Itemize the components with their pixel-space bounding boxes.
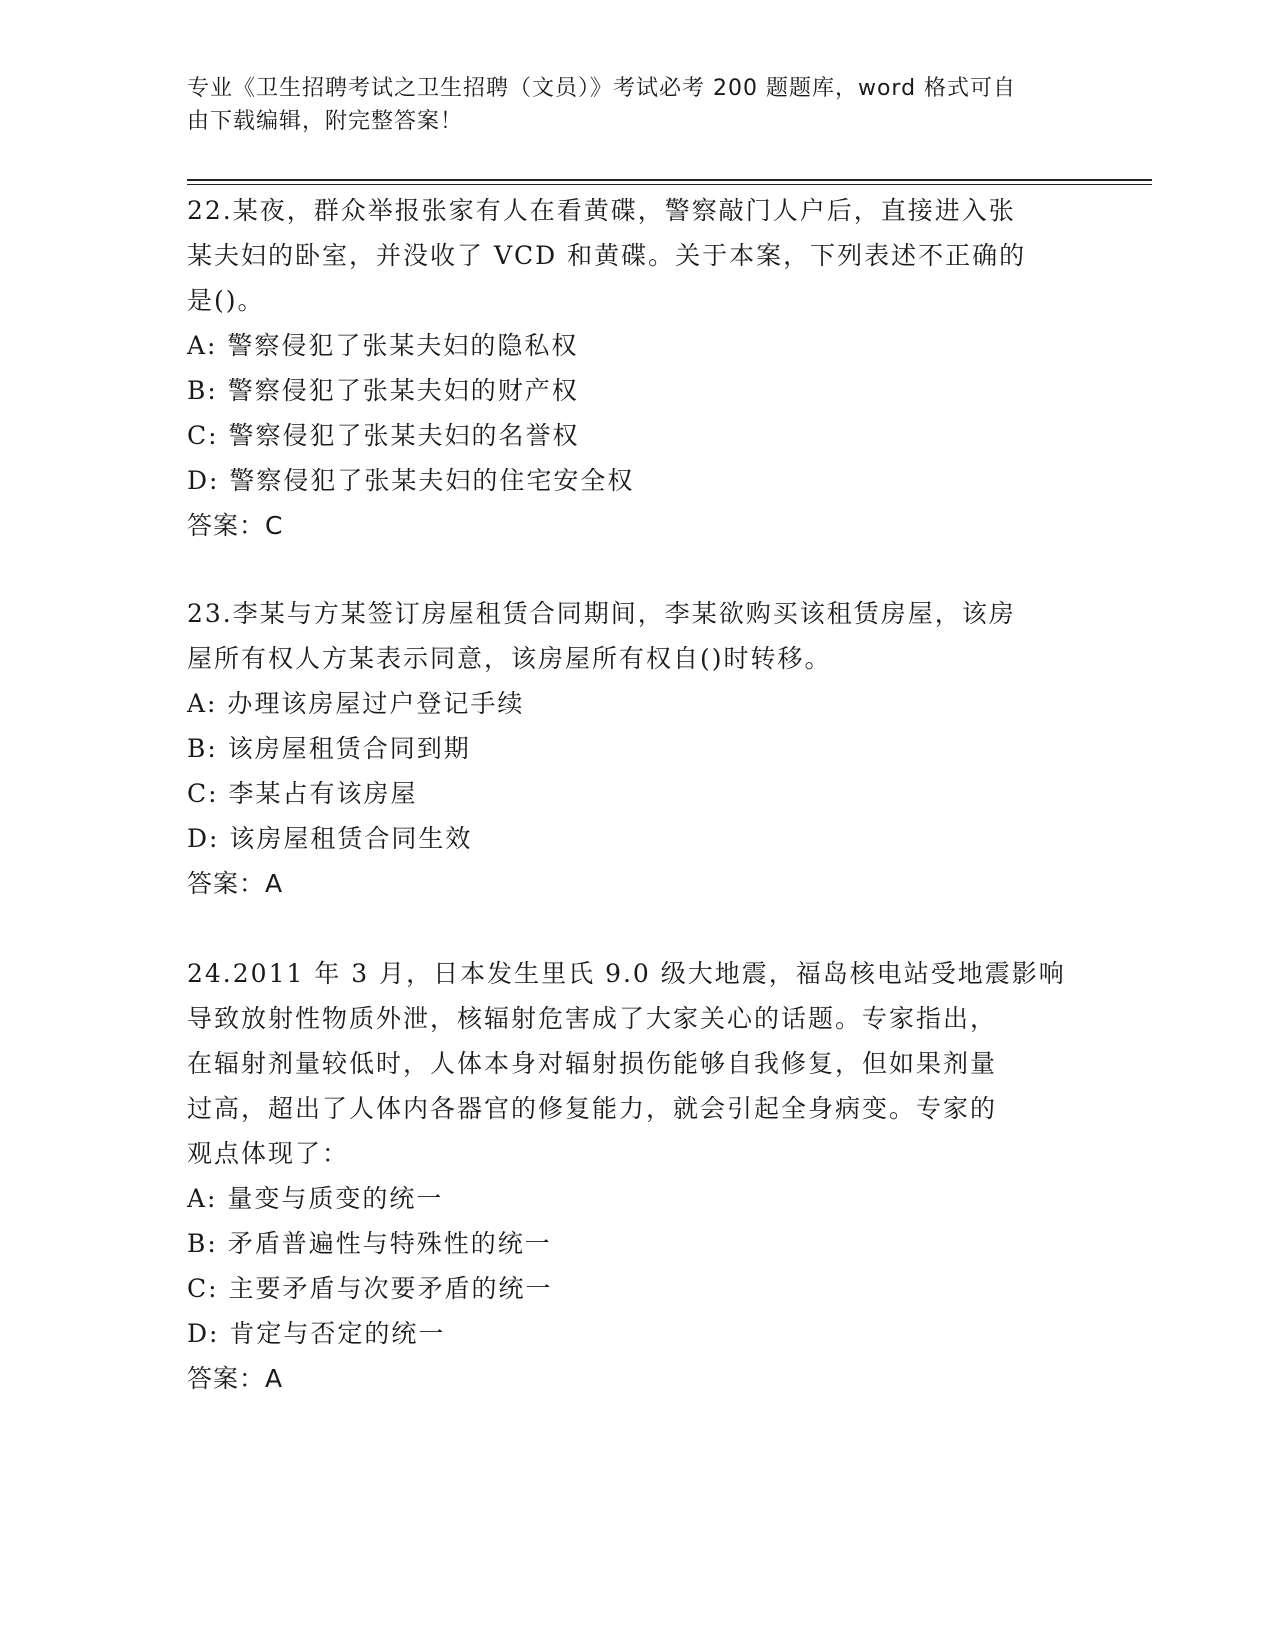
option-d: D: 肯定与否定的统一 bbox=[187, 1319, 446, 1348]
document-header bbox=[187, 72, 1067, 138]
option-a: A: 办理该房屋过户登记手续 bbox=[187, 689, 525, 718]
header-line-1: 专业《卫生招聘考试之卫生招聘（文员）》考试必考 200 题题库，word 格式可自 bbox=[187, 76, 1017, 101]
question-stem-line: 在辐射剂量较低时，人体本身对辐射损伤能够自我修复，但如果剂量 bbox=[187, 1049, 998, 1078]
option-c: C: 警察侵犯了张某夫妇的名誉权 bbox=[187, 421, 580, 450]
answer-label: 答案：A bbox=[187, 1364, 284, 1393]
question-stem-line: 导致放射性物质外泄，核辐射危害成了大家关心的话题。专家指出， bbox=[187, 1004, 998, 1033]
question-stem-line: 是()。 bbox=[187, 286, 265, 315]
option-a: A: 量变与质变的统一 bbox=[187, 1184, 444, 1213]
option-b: B: 矛盾普遍性与特殊性的统一 bbox=[187, 1229, 552, 1258]
header-divider-thin bbox=[187, 184, 1152, 185]
option-b: B: 警察侵犯了张某夫妇的财产权 bbox=[187, 376, 579, 405]
question-22 bbox=[187, 188, 1087, 548]
header-divider-thick bbox=[187, 179, 1152, 181]
answer-label: 答案：C bbox=[187, 511, 284, 540]
option-d: D: 警察侵犯了张某夫妇的住宅安全权 bbox=[187, 466, 635, 495]
answer-label: 答案：A bbox=[187, 869, 284, 898]
option-c: C: 李某占有该房屋 bbox=[187, 779, 418, 808]
option-b: B: 该房屋租赁合同到期 bbox=[187, 734, 471, 763]
question-stem-line: 屋所有权人方某表示同意，该房屋所有权自()时转移。 bbox=[187, 644, 832, 673]
option-a: A: 警察侵犯了张某夫妇的隐私权 bbox=[187, 331, 579, 360]
question-stem-line: 22.某夜，群众举报张家有人在看黄碟，警察敲门人户后，直接进入张 bbox=[187, 196, 1016, 225]
option-c: C: 主要矛盾与次要矛盾的统一 bbox=[187, 1274, 553, 1303]
question-stem-line: 24.2011 年 3 月，日本发生里氏 9.0 级大地震，福岛核电站受地震影响 bbox=[187, 959, 1066, 988]
question-stem-line: 23.李某与方某签订房屋租赁合同期间，李某欲购买该租赁房屋，该房 bbox=[187, 599, 1016, 628]
question-stem-line: 某夫妇的卧室，并没收了 VCD 和黄碟。关于本案，下列表述不正确的 bbox=[187, 241, 1027, 270]
header-line-2: 由下载编辑，附完整答案！ bbox=[187, 109, 464, 134]
question-stem-line: 过高，超出了人体内各器官的修复能力，就会引起全身病变。专家的 bbox=[187, 1094, 998, 1123]
question-23 bbox=[187, 591, 1087, 906]
question-24 bbox=[187, 951, 1087, 1401]
option-d: D: 该房屋租赁合同生效 bbox=[187, 824, 473, 853]
question-stem-line: 观点体现了： bbox=[187, 1139, 350, 1168]
